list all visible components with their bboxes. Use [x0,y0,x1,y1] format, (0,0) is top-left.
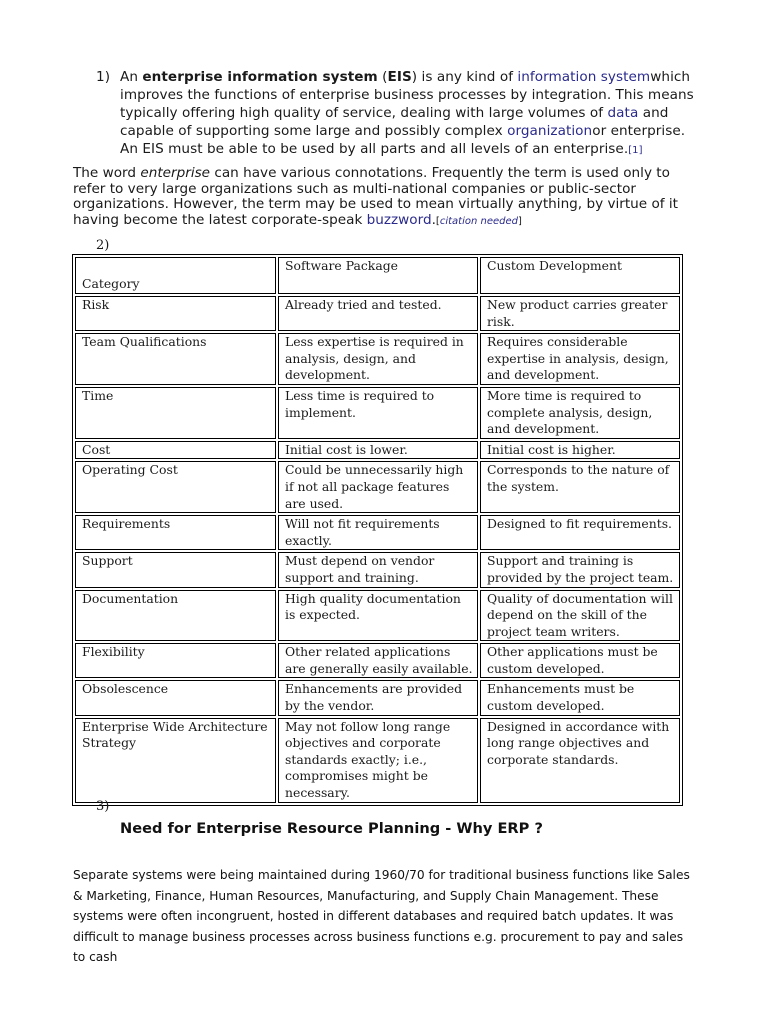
link-organization[interactable]: organization [507,123,593,139]
category-cell: Flexibility [75,643,276,678]
table-row [75,718,680,803]
citation-needed-link[interactable]: citation needed [439,215,518,227]
link-buzzword[interactable]: buzzword [366,211,432,228]
table-row [75,515,680,550]
software-package-cell: Enhancements are provided by the vendor. [278,680,478,715]
software-package-cell: May not follow long range objectives and corporate standards exactly; i.e., compromises might be necessary. [278,718,478,803]
custom-development-cell: More time is required to complete analysis, design, and development. [480,387,680,439]
software-package-cell: Less time is required to implement. [278,387,478,439]
table-row [75,387,680,439]
erp-paragraph: Separate systems were being maintained during 1960/70 for traditional business functions like Sales & Marketing, Finance, Human Resources, Manufacturing, and Supply Chain Management. These systems were often incongruent, hosted in different databases and required batch updates. It was difficult to manage business processes across business functions e.g. procurement to pay and sales to cash [73,868,690,965]
category-cell: Requirements [75,515,276,550]
bracket: [ [435,215,440,227]
table-row [75,441,680,460]
software-package-cell: Will not fit requirements exactly. [278,515,478,550]
citation-needed-note [436,216,522,227]
custom-development-cell: Designed to fit requirements. [480,515,680,550]
eis-definition-text [120,68,696,160]
category-cell: Time [75,387,276,439]
custom-development-cell: Initial cost is higher. [480,441,680,460]
bracket: ] [517,215,522,227]
custom-development-cell: Corresponds to the nature of the system. [480,461,680,513]
category-cell: Documentation [75,590,276,642]
table-row [75,643,680,678]
custom-development-cell: Other applications must be custom developed. [480,643,680,678]
custom-development-cell: Enhancements must be custom developed. [480,680,680,715]
category-cell: Risk [75,296,276,331]
category-cell: Support [75,552,276,587]
comparison-table [72,254,683,806]
software-package-cell: Less expertise is required in analysis, design, and development. [278,333,478,385]
link-information-system[interactable]: information system [517,69,651,85]
software-package-cell: Other related applications are generally easily available. [278,643,478,678]
text-run: which improves the functions of enterprise business processes by integration. This means typically offering high quality of service, dealing with large volumes of [120,69,694,121]
category-cell: Operating Cost [75,461,276,513]
citation-link-1[interactable]: [1] [628,145,643,156]
table-row [75,590,680,642]
custom-development-cell: New product carries greater risk. [480,296,680,331]
text-run: ( [377,69,388,85]
list-number-3: 3) [96,799,110,814]
header-software-package: Software Package [278,257,478,294]
software-package-cell: Already tried and tested. [278,296,478,331]
header-category: Category [75,257,276,294]
text-run: and capable of supporting some large and possibly complex [120,105,669,139]
bold-acronym: EIS [387,69,412,85]
section-heading: Need for Enterprise Resource Planning - Why ERP ? [120,820,543,837]
custom-development-cell: Designed in accordance with long range objectives and corporate standards. [480,718,680,803]
table-row [75,333,680,385]
custom-development-cell: Support and training is provided by the project team. [480,552,680,587]
software-package-cell: Must depend on vendor support and training. [278,552,478,587]
custom-development-cell: Requires considerable expertise in analysis, design, and development. [480,333,680,385]
table-header-row [75,257,680,294]
link-data[interactable]: data [607,105,639,121]
enterprise-connotation-paragraph [73,166,693,229]
category-cell: Team Qualifications [75,333,276,385]
table-row [75,461,680,513]
list-number-1: 1) [96,69,111,85]
text-run: can have various connotations. Frequently the term is used only to refer to very large organizations such as multi-national companies or public-sector organizations. However, the term may be used to mean virtually anything, by virtue of it having become the latest corporate-speak [73,165,679,228]
table-row [75,680,680,715]
text-run: or enterprise. An EIS must be able to be used by all parts and all levels of an enterprise. [120,123,686,157]
eis-definition-item [96,68,696,160]
category-cell: Cost [75,441,276,460]
header-custom-development: Custom Development [480,257,680,294]
software-package-cell: Could be unnecessarily high if not all package features are used. [278,461,478,513]
italic-term: enterprise [140,165,211,181]
custom-development-cell: Quality of documentation will depend on the skill of the project team writers. [480,590,680,642]
text-run: The word [73,165,141,181]
bold-term: enterprise information system [142,69,378,85]
table-row [75,552,680,587]
text-run: An [120,69,143,85]
software-package-cell: Initial cost is lower. [278,441,478,460]
category-cell: Obsolescence [75,680,276,715]
category-cell: Enterprise Wide Architecture Strategy [75,718,276,803]
software-package-cell: High quality documentation is expected. [278,590,478,642]
text-run: . [431,211,436,228]
list-number-2: 2) [96,238,110,253]
text-run: ) is any kind of [411,69,518,85]
table-row [75,296,680,331]
